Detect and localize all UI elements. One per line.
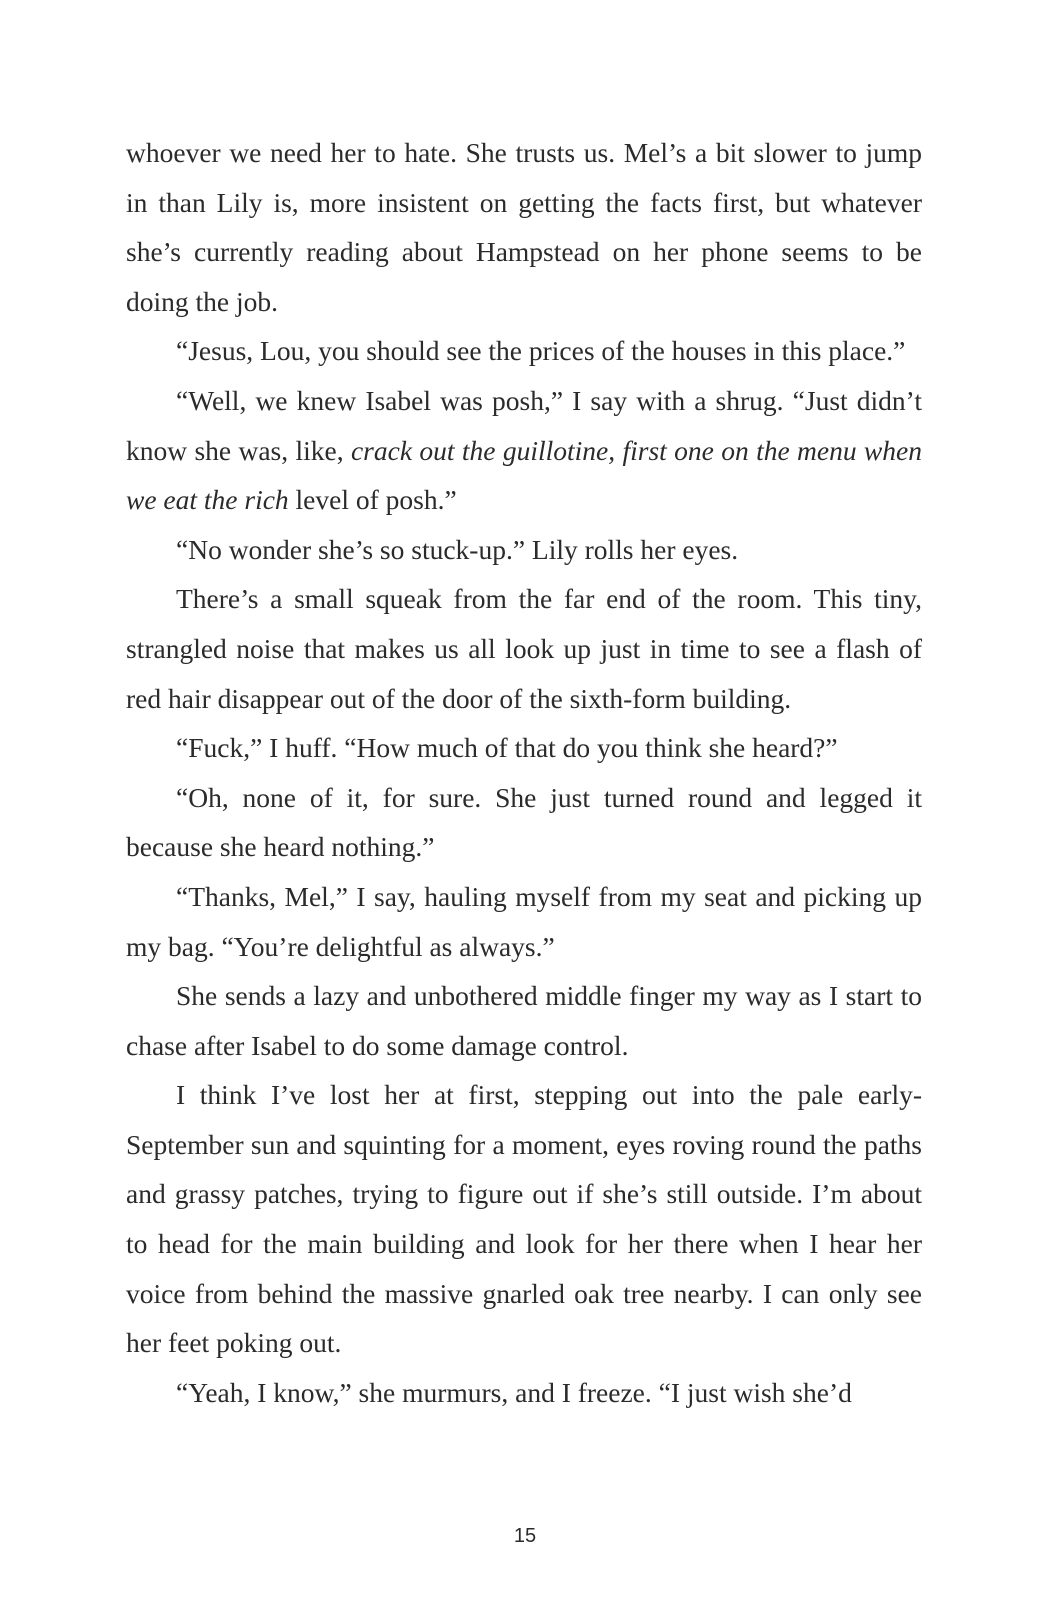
paragraph: “Thanks, Mel,” I say, hauling myself from my seat and picking up my bag. “You’re delightful as always.” <box>126 880 922 962</box>
paragraph: “Jesus, Lou, you should see the prices of the houses in this place.” <box>176 335 906 367</box>
paragraph: “Oh, none of it, for sure. She just turned round and legged it because she heard nothing.” <box>126 781 922 863</box>
italic-phrase: crack out the guillotine, first one on the menu when we eat the rich <box>126 434 922 516</box>
page-number: 15 <box>513 1525 537 1547</box>
paragraph-text: “Well, we knew Isabel was posh,” I say with a shrug. “Just didn’t know she was, like, <box>126 384 922 466</box>
paragraph: “Fuck,” I huff. “How much of that do you think she heard?” <box>176 732 838 764</box>
paragraph: There’s a small squeak from the far end of the room. This tiny, strangled noise that makes us all look up just in time to see a flash of red hair disappear out of the door of the sixth-form building. <box>126 583 922 714</box>
paragraph: whoever we need her to hate. She trusts us. Mel’s a bit slower to jump in than Lily is, more insistent on getting the facts first, but whatever she’s currently reading about Hampstead on her phone seems to be doing the job. <box>126 137 922 317</box>
paragraph <box>126 376 922 525</box>
paragraph: “Yeah, I know,” she murmurs, and I freeze. “I just wish she’d <box>176 1376 852 1408</box>
paragraph-text: level of posh.” <box>288 484 457 516</box>
body-text <box>126 128 922 1417</box>
paragraph: “No wonder she’s so stuck-up.” Lily rolls her eyes. <box>176 533 739 565</box>
paragraph: She sends a lazy and unbothered middle finger my way as I start to chase after Isabel to do some damage control. <box>126 980 922 1061</box>
paragraph: I think I’ve lost her at first, stepping out into the pale early-September sun and squinting for a moment, eyes roving round the paths and grassy patches, trying to figure out if she’s still outside. I’m about to head for the main building and look for her there when I hear her voice from behind the massive gnarled oak tree nearby. I can only see her feet poking out. <box>126 1079 922 1359</box>
